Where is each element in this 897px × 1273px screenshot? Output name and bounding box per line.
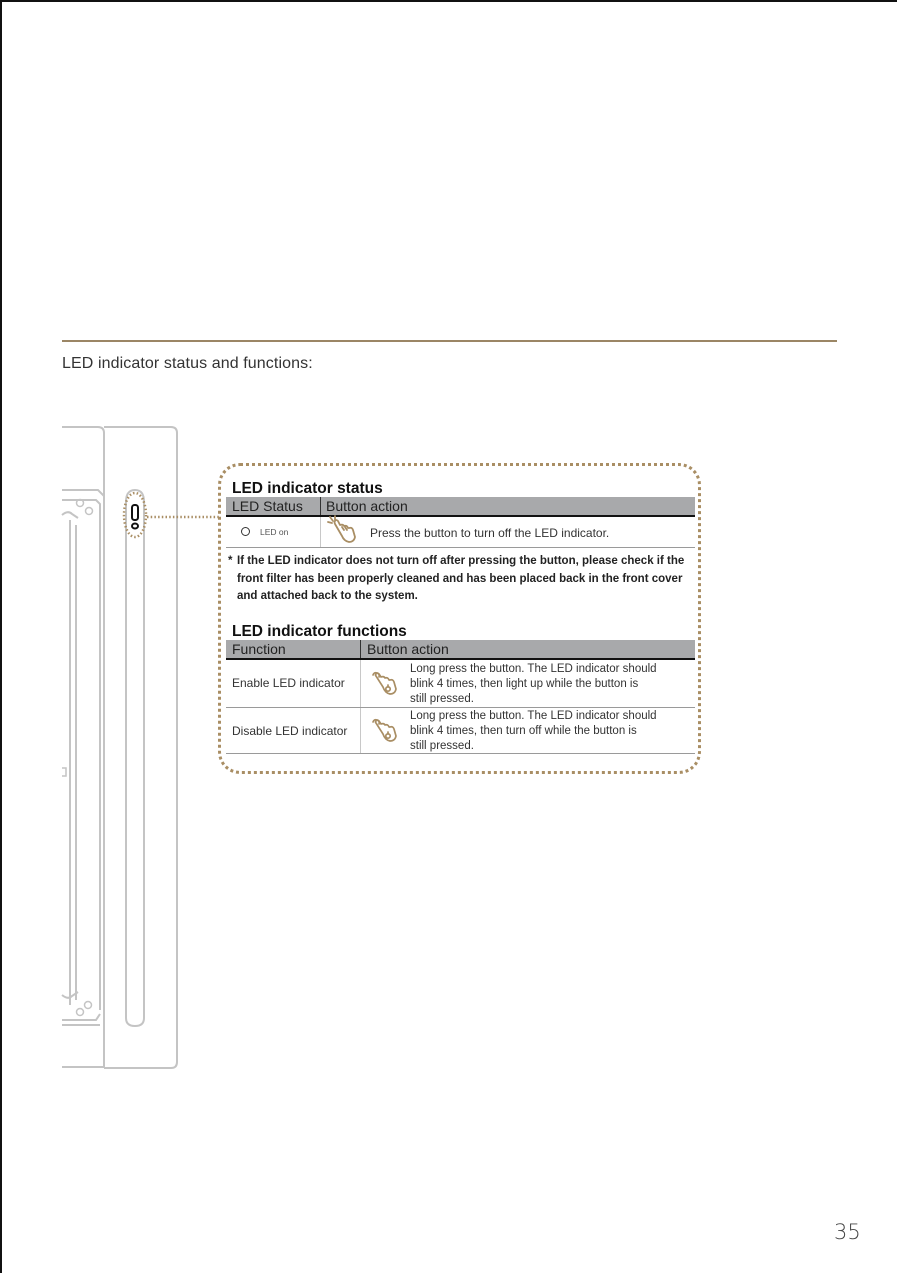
column-divider	[360, 660, 361, 707]
led-off-circle-icon	[241, 527, 250, 536]
page-number: 35	[834, 1220, 861, 1244]
led-status-label: LED on	[260, 527, 289, 537]
intro-text: LED indicator status and functions:	[62, 355, 313, 372]
header-function: Function	[232, 641, 286, 657]
led-highlight-ring	[124, 493, 146, 537]
function-action-text	[410, 709, 657, 754]
note-text: If the LED indicator does not turn off after pressing the button, please check if the front filter has been properly cleaned and has been placed back in the front cover and attached back to the system.	[237, 555, 685, 602]
table-row	[226, 660, 695, 708]
functions-table	[226, 640, 695, 755]
column-divider	[320, 517, 321, 547]
function-name: Disable LED indicator	[232, 724, 348, 738]
functions-table-header	[226, 640, 695, 660]
device-front-cover	[104, 427, 177, 1068]
status-table	[226, 497, 695, 549]
action-line: still pressed.	[410, 740, 474, 752]
functions-section-title: LED indicator functions	[232, 623, 407, 640]
function-name: Enable LED indicator	[232, 676, 345, 690]
device-side-panel	[62, 427, 104, 1067]
action-line: blink 4 times, then light up while the button is	[410, 678, 639, 690]
hand-long-press-icon	[370, 718, 398, 744]
action-line: blink 4 times, then turn off while the button is	[410, 725, 637, 737]
header-button-action: Button action	[326, 498, 408, 514]
header-divider	[320, 497, 321, 515]
header-divider	[360, 640, 361, 658]
action-line: Long press the button. The LED indicator should	[410, 710, 657, 722]
table-row	[226, 708, 695, 754]
hand-long-press-icon	[370, 671, 398, 697]
column-divider	[360, 708, 361, 753]
status-note	[228, 553, 698, 606]
status-table-header	[226, 497, 695, 517]
action-line: still pressed.	[410, 693, 474, 705]
status-section-title: LED indicator status	[232, 480, 383, 497]
led-light-pipe	[126, 490, 144, 1026]
header-button-action: Button action	[367, 641, 449, 657]
note-marker: *	[228, 555, 233, 567]
hand-press-icon	[326, 515, 358, 545]
action-line: Long press the button. The LED indicator should	[410, 663, 657, 675]
led-button-icon	[132, 505, 138, 529]
device-illustration	[0, 0, 240, 1273]
table-row	[226, 517, 695, 548]
status-action-text: Press the button to turn off the LED indicator.	[370, 526, 610, 540]
header-led-status: LED Status	[232, 498, 303, 514]
function-action-text	[410, 662, 657, 707]
